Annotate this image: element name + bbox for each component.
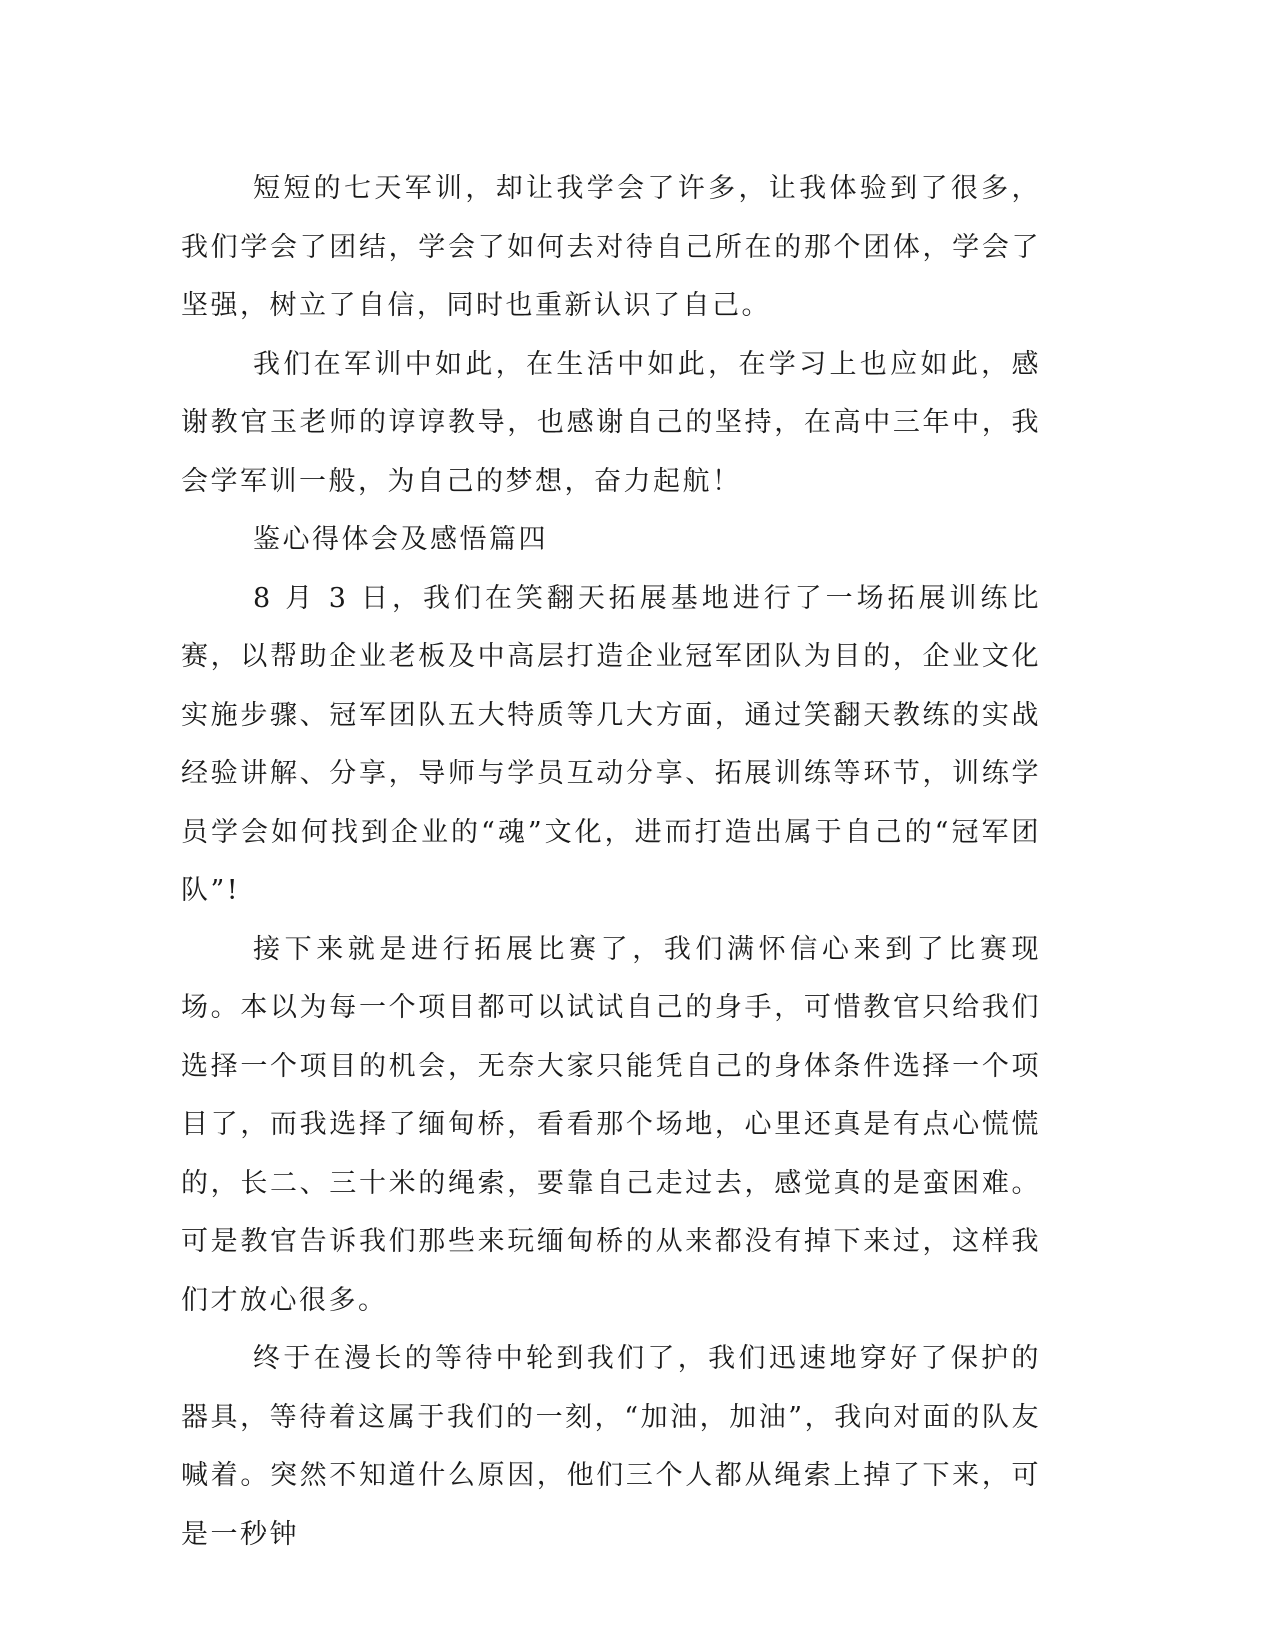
paragraph-competition-burma-bridge: 接下来就是进行拓展比赛了，我们满怀信心来到了比赛现场。本以为每一个项目都可以试试自己的身手，可惜教官只给我们选择一个项目的机会，无奈大家只能凭自己的身体条件选择一个项目了，而我选择了缅甸桥，看看那个场地，心里还真是有点心慌慌的，长二、三十米的绳索，要靠自己走过去，感觉真的是蛮困难。可是教官告诉我们那些来玩缅甸桥的从来都没有掉下来过，这样我们才放心很多。: [181, 933, 1041, 1316]
paragraph-expansion-training-intro: 8 月 3 日，我们在笑翻天拓展基地进行了一场拓展训练比赛，以帮助企业老板及中高层打造企业冠军团队为目的，企业文化实施步骤、冠军团队五大特质等几大方面，通过笑翻天教练的实战经验讲解、分享，导师与学员互动分享、拓展训练等环节，训练学员学会如何找到企业的“魂”文化，进而打造出属于自己的“冠军团队”!: [181, 582, 1041, 906]
paragraph-thanks-instructor: 我们在军训中如此，在生活中如此，在学习上也应如此，感谢教官玉老师的谆谆教导，也感谢自己的坚持，在高中三年中，我会学军训一般，为自己的梦想，奋力起航！: [181, 348, 1041, 497]
section-heading: 鉴心得体会及感悟篇四: [253, 524, 548, 555]
paragraph-military-training-lessons: 短短的七天军训，却让我学会了许多，让我体验到了很多，我们学会了团结，学会了如何去对待自己所在的那个团体，学会了坚强，树立了自信，同时也重新认识了自己。: [181, 173, 1041, 321]
document-body: [181, 160, 1041, 1564]
paragraph-waiting-turn: 终于在漫长的等待中轮到我们了，我们迅速地穿好了保护的器具，等待着这属于我们的一刻，“加油，加油”，我向对面的队友喊着。突然不知道什么原因，他们三个人都从绳索上掉了下来，可是一秒钟: [181, 1343, 1041, 1550]
